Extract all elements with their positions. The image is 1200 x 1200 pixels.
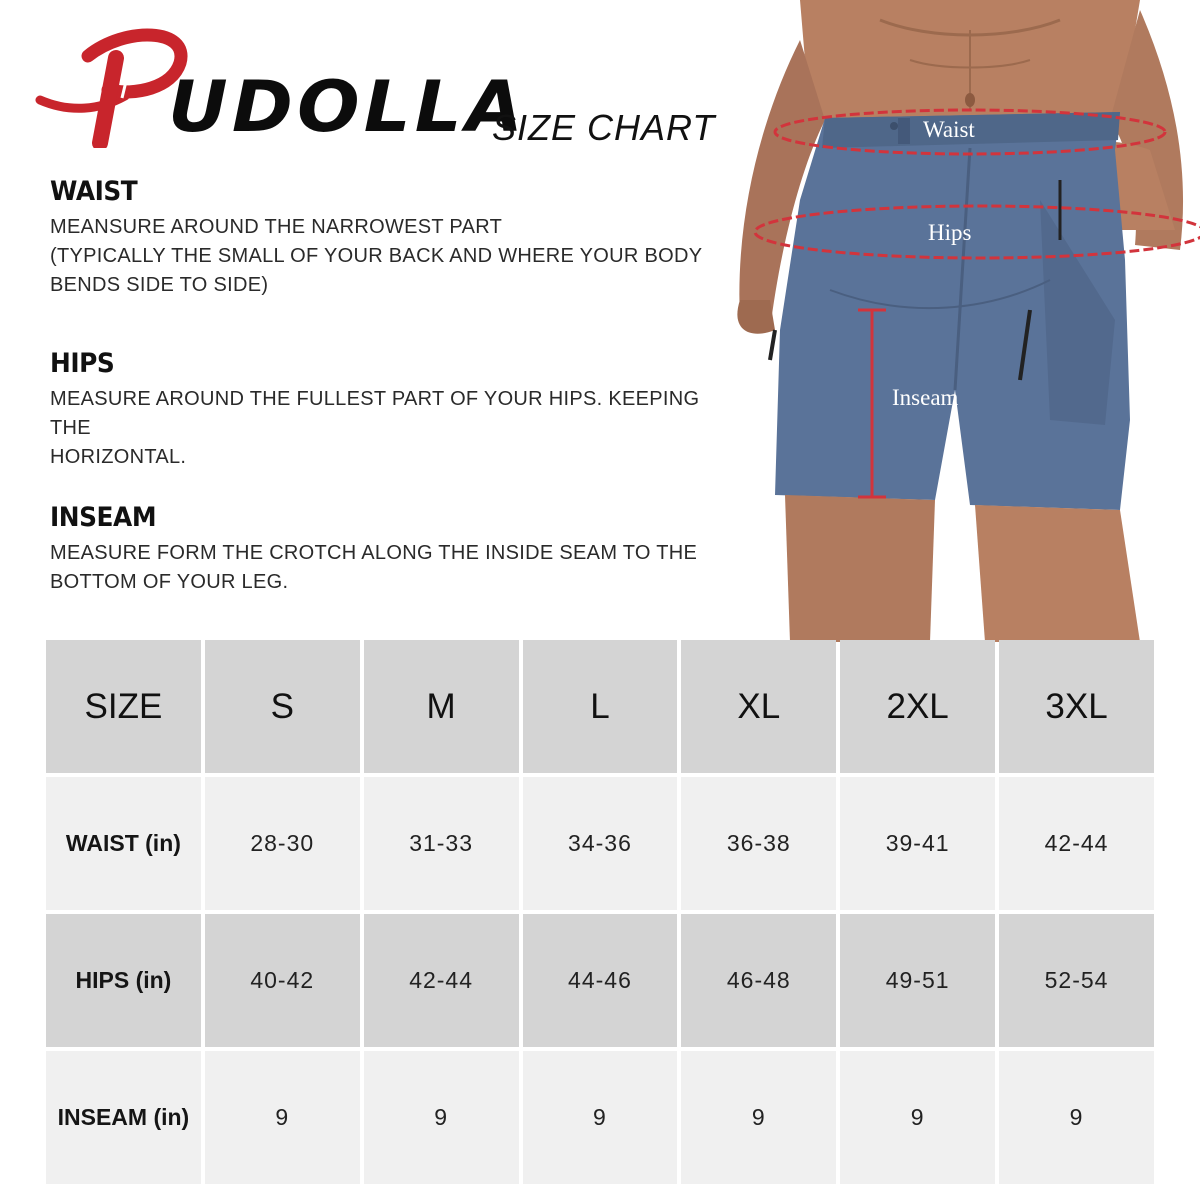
table-cell: 36-38 [681, 777, 836, 914]
hips-line-1: MEASURE AROUND THE FULLEST PART OF YOUR HIPS. KEEPING THE [50, 388, 700, 439]
hips-heading: HIPS [50, 348, 115, 379]
waist-measure-label: Waist [923, 117, 975, 142]
row-label-hips: HIPS (in) [46, 914, 201, 1051]
inseam-line-1: MEASURE FORM THE CROTCH ALONG THE INSIDE SEAM TO THE [50, 542, 698, 564]
size-table [42, 640, 1158, 1184]
size-xl: XL [681, 640, 836, 777]
waist-description [50, 213, 740, 300]
row-label-waist: WAIST (in) [46, 777, 201, 914]
table-cell: 52-54 [999, 914, 1154, 1051]
table-cell: 9 [999, 1051, 1154, 1184]
inseam-description [50, 539, 740, 597]
table-row [46, 777, 1154, 914]
waist-line-3: BENDS SIDE TO SIDE) [50, 274, 269, 296]
table-cell: 31-33 [364, 777, 519, 914]
size-2xl: 2XL [840, 640, 995, 777]
size-chart-title: SIZE CHART [492, 107, 716, 148]
table-cell: 34-36 [523, 777, 678, 914]
inseam-instructions [50, 504, 740, 597]
table-cell: 9 [364, 1051, 519, 1184]
hips-line-2: HORIZONTAL. [50, 446, 187, 468]
table-header-row [46, 640, 1154, 777]
inseam-measure-label: Inseam [892, 385, 959, 410]
table-cell: 40-42 [205, 914, 360, 1051]
hips-description [50, 385, 740, 472]
size-3xl: 3XL [999, 640, 1154, 777]
waist-heading: WAIST [50, 176, 138, 207]
table-cell: 28-30 [205, 777, 360, 914]
table-cell: 9 [681, 1051, 836, 1184]
size-m: M [364, 640, 519, 777]
table-cell: 42-44 [999, 777, 1154, 914]
size-s: S [205, 640, 360, 777]
model-photo [730, 0, 1200, 642]
waist-line-1: MEANSURE AROUND THE NARROWEST PART [50, 216, 503, 238]
size-l: L [523, 640, 678, 777]
waist-line-2: (TYPICALLY THE SMALL OF YOUR BACK AND WHERE YOUR BODY [50, 245, 703, 267]
inseam-line-2: BOTTOM OF YOUR LEG. [50, 571, 289, 593]
table-cell: 39-41 [840, 777, 995, 914]
table-cell: 9 [205, 1051, 360, 1184]
table-row [46, 1051, 1154, 1184]
inseam-heading: INSEAM [50, 502, 157, 533]
size-header-label: SIZE [46, 640, 201, 777]
table-cell: 9 [840, 1051, 995, 1184]
table-cell: 44-46 [523, 914, 678, 1051]
waist-instructions [50, 178, 740, 300]
table-row [46, 914, 1154, 1051]
hips-instructions [50, 350, 740, 472]
hips-measure-label: Hips [928, 220, 972, 245]
brand-name: UDOLLA [168, 66, 527, 148]
table-cell: 49-51 [840, 914, 995, 1051]
row-label-inseam: INSEAM (in) [46, 1051, 201, 1184]
table-cell: 9 [523, 1051, 678, 1184]
table-cell: 46-48 [681, 914, 836, 1051]
table-cell: 42-44 [364, 914, 519, 1051]
